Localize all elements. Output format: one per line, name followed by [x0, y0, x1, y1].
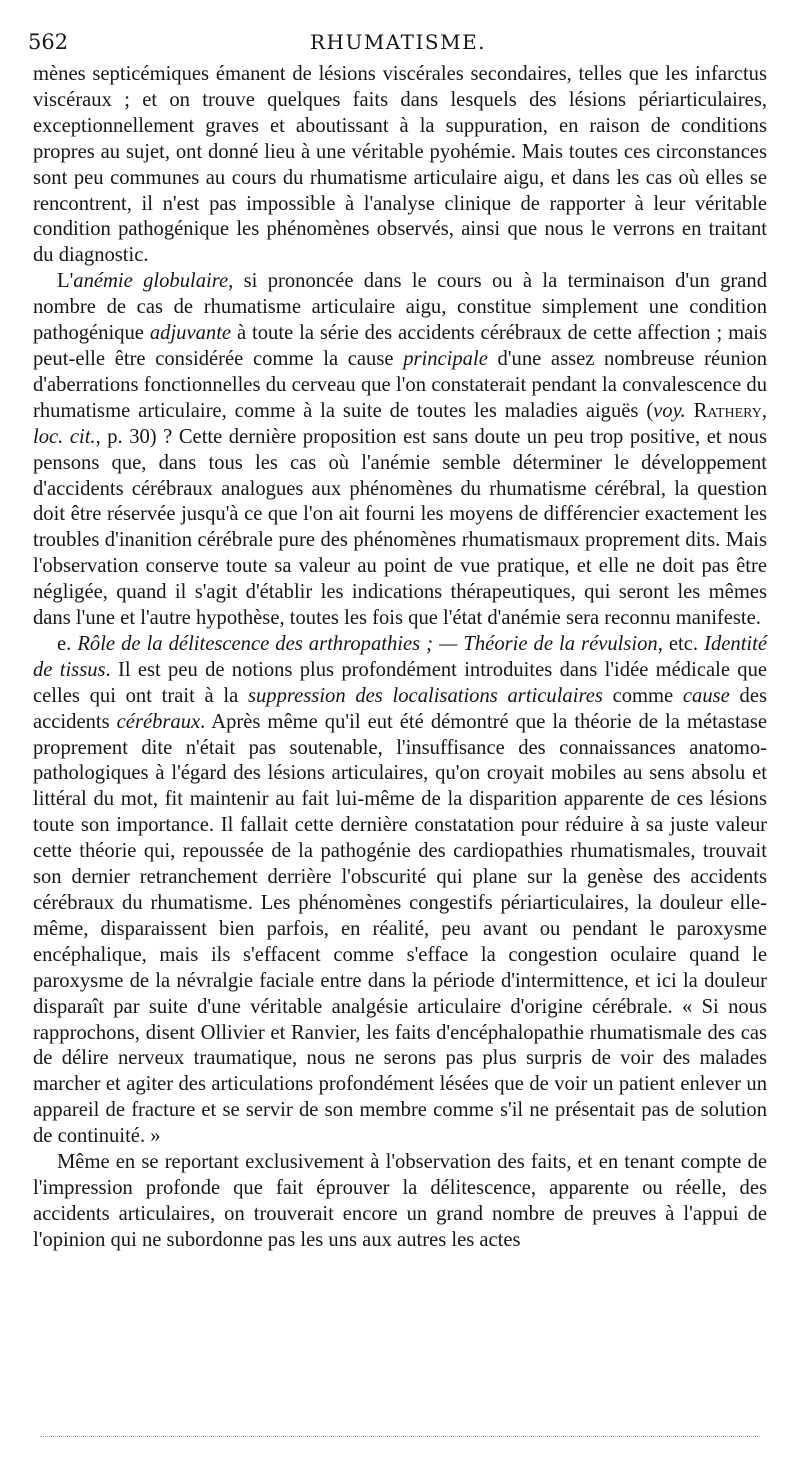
text-run: . Il est peu de notions plus profondément introduites dans l'idée médicale que celles qui ont trait à la — [33, 658, 768, 707]
text-run: adjuvante — [149, 322, 232, 345]
text-run: cause — [682, 684, 730, 707]
text-run: Rôle de la délitescence des arthropathies ; — Théorie de la révulsion — [77, 632, 658, 655]
text-run: , etc. — [657, 632, 705, 655]
text-run: . Après même qu'il eut été démontré que la théorie de la métastase proprement dite n'était pas soutenable, l'insuffisance des connaissances anatomo-pathologiques à l'égard des lésions articulaires, qu'on croyait mobiles au sens absolu et littéral du mot, fit maintenir au fait lui-même de la disparition apparente de ces lésions toute son importance. Il fallait cette dernière constatation pour réduire à sa juste valeur cette théorie qui, repoussée de la pathogénie des cardiopathies rhumatismales, trouvait son dernier retranchement derrière l'obscurité qui plane sur la genèse des accidents cérébraux du rhumatisme. Les phénomènes congestifs périarticulaires, la douleur elle-même, disparaissent bien parfois, en réalité, peu avant ou pendant le paroxysme encéphalique, mais ils s'effacent comme s'efface la congestion oculaire quand le paroxysme de la névralgie faciale entre dans la période d'intermittence, et ici la douleur disparaît par suite d'une véritable analgésie articulaire d'origine cérébrale. « Si nous rapprochons, disent Ollivier et Ranvier, les faits d'encéphalopathie rhumatismale des cas de délire nerveux traumatique, nous ne serons pas plus surpris de voir des malades marcher et agiter des articulations profondément lésées que de voir un patient enlever un appareil de fracture et se servir de son membre comme s'il ne présentait pas de solution de continuité. » — [33, 710, 767, 1148]
text-run: des accidents — [33, 684, 767, 733]
text-run: Même en se reportant exclusivement à l'observation des faits, et en tenant compte de l'impression profonde que fait éprouver la délitescence, apparente ou réelle, des accidents articulaires, on trouverait encore un grand nombre de preuves à l'appui de l'opinion qui ne subordonne pas les uns aux autres les actes — [33, 1151, 767, 1251]
footer-dotted-rule — [40, 1436, 760, 1437]
paragraph-observation — [33, 1150, 767, 1254]
page-number: 562 — [28, 30, 69, 54]
text-run: d'une assez nombreuse réunion d'aberrations fonctionnelles du cerveau que l'on constaterait pendant la convalescence du rhumatisme articulaire, comme à la suite de toutes les maladies aiguës ( — [33, 347, 767, 422]
text-run: , si prononcée dans le cours ou à la terminaison d'un grand nombre de cas de rhumatisme articulaire aigu, constitue simplement une condition pathogénique — [33, 270, 767, 345]
paragraph-septic-lesions — [33, 62, 767, 269]
text-run: , p. 30) ? Cette dernière proposition est sans doute un peu trop positive, et nous pensons que, dans tous les cas où l'anémie semble déterminer le développement d'accidents cérébraux analogues aux phénomènes du rhumatisme cérébral, la question doit être réservée jusqu'à ce que l'on ait fourni les moyens de différencier exactement les troubles d'inanition cérébrale pure des phénomènes rhumatismaux proprement dits. Mais l'observation conserve toute sa valeur au point de vue pratique, et elle ne doit pas être négligée, quand il s'agit d'établir les indications thérapeutiques, qui seront les mêmes dans l'une et l'autre hypothèse, toutes les fois que l'état d'anémie sera reconnu manifeste. — [33, 425, 767, 630]
text-run: L' — [57, 270, 74, 293]
text-run: principale — [403, 347, 488, 370]
text-run: suppression des localisations articulaires — [248, 684, 603, 707]
text-run: mènes septicémiques émanent de lésions viscérales secondaires, telles que les infarctus viscéraux ; et on trouve quelques faits dans lesquels des lésions périarticulaires, exceptionnellement graves et aboutissant à la suppuration, en raison de conditions propres au sujet, ont donné lieu à une véritable pyohémie. Mais toutes ces circonstances sont peu communes au cours du rhumatisme articulaire aigu, et dans les cas où elles se rencontrent, il n'est pas impossible à l'analyse clinique de rapporter à leur véritable condition pathogénique les phénomènes observés, ainsi que nous le verrons en traitant du diagnostic. — [33, 63, 767, 267]
text-run: comme — [602, 684, 683, 707]
text-run — [686, 400, 694, 422]
paragraph-delitescence — [33, 632, 767, 1150]
text-run: e. — [57, 632, 78, 655]
text-run: cérébraux — [116, 710, 201, 733]
running-title: RHUMATISME. — [309, 30, 487, 54]
body-text — [33, 62, 767, 1254]
text-run: Identité de tissus — [33, 632, 768, 681]
page-header — [28, 30, 768, 60]
text-run: , — [761, 399, 767, 422]
text-run: Rathery — [693, 399, 762, 422]
paragraph-anemie-globulaire — [33, 269, 767, 632]
text-run: à toute la série des accidents cérébraux de cette affection ; mais peut-elle être considérée comme la cause — [33, 322, 767, 370]
text-run: anémie globulaire — [73, 270, 229, 293]
text-run: loc. cit. — [33, 425, 96, 448]
text-run: voy. — [653, 399, 686, 422]
